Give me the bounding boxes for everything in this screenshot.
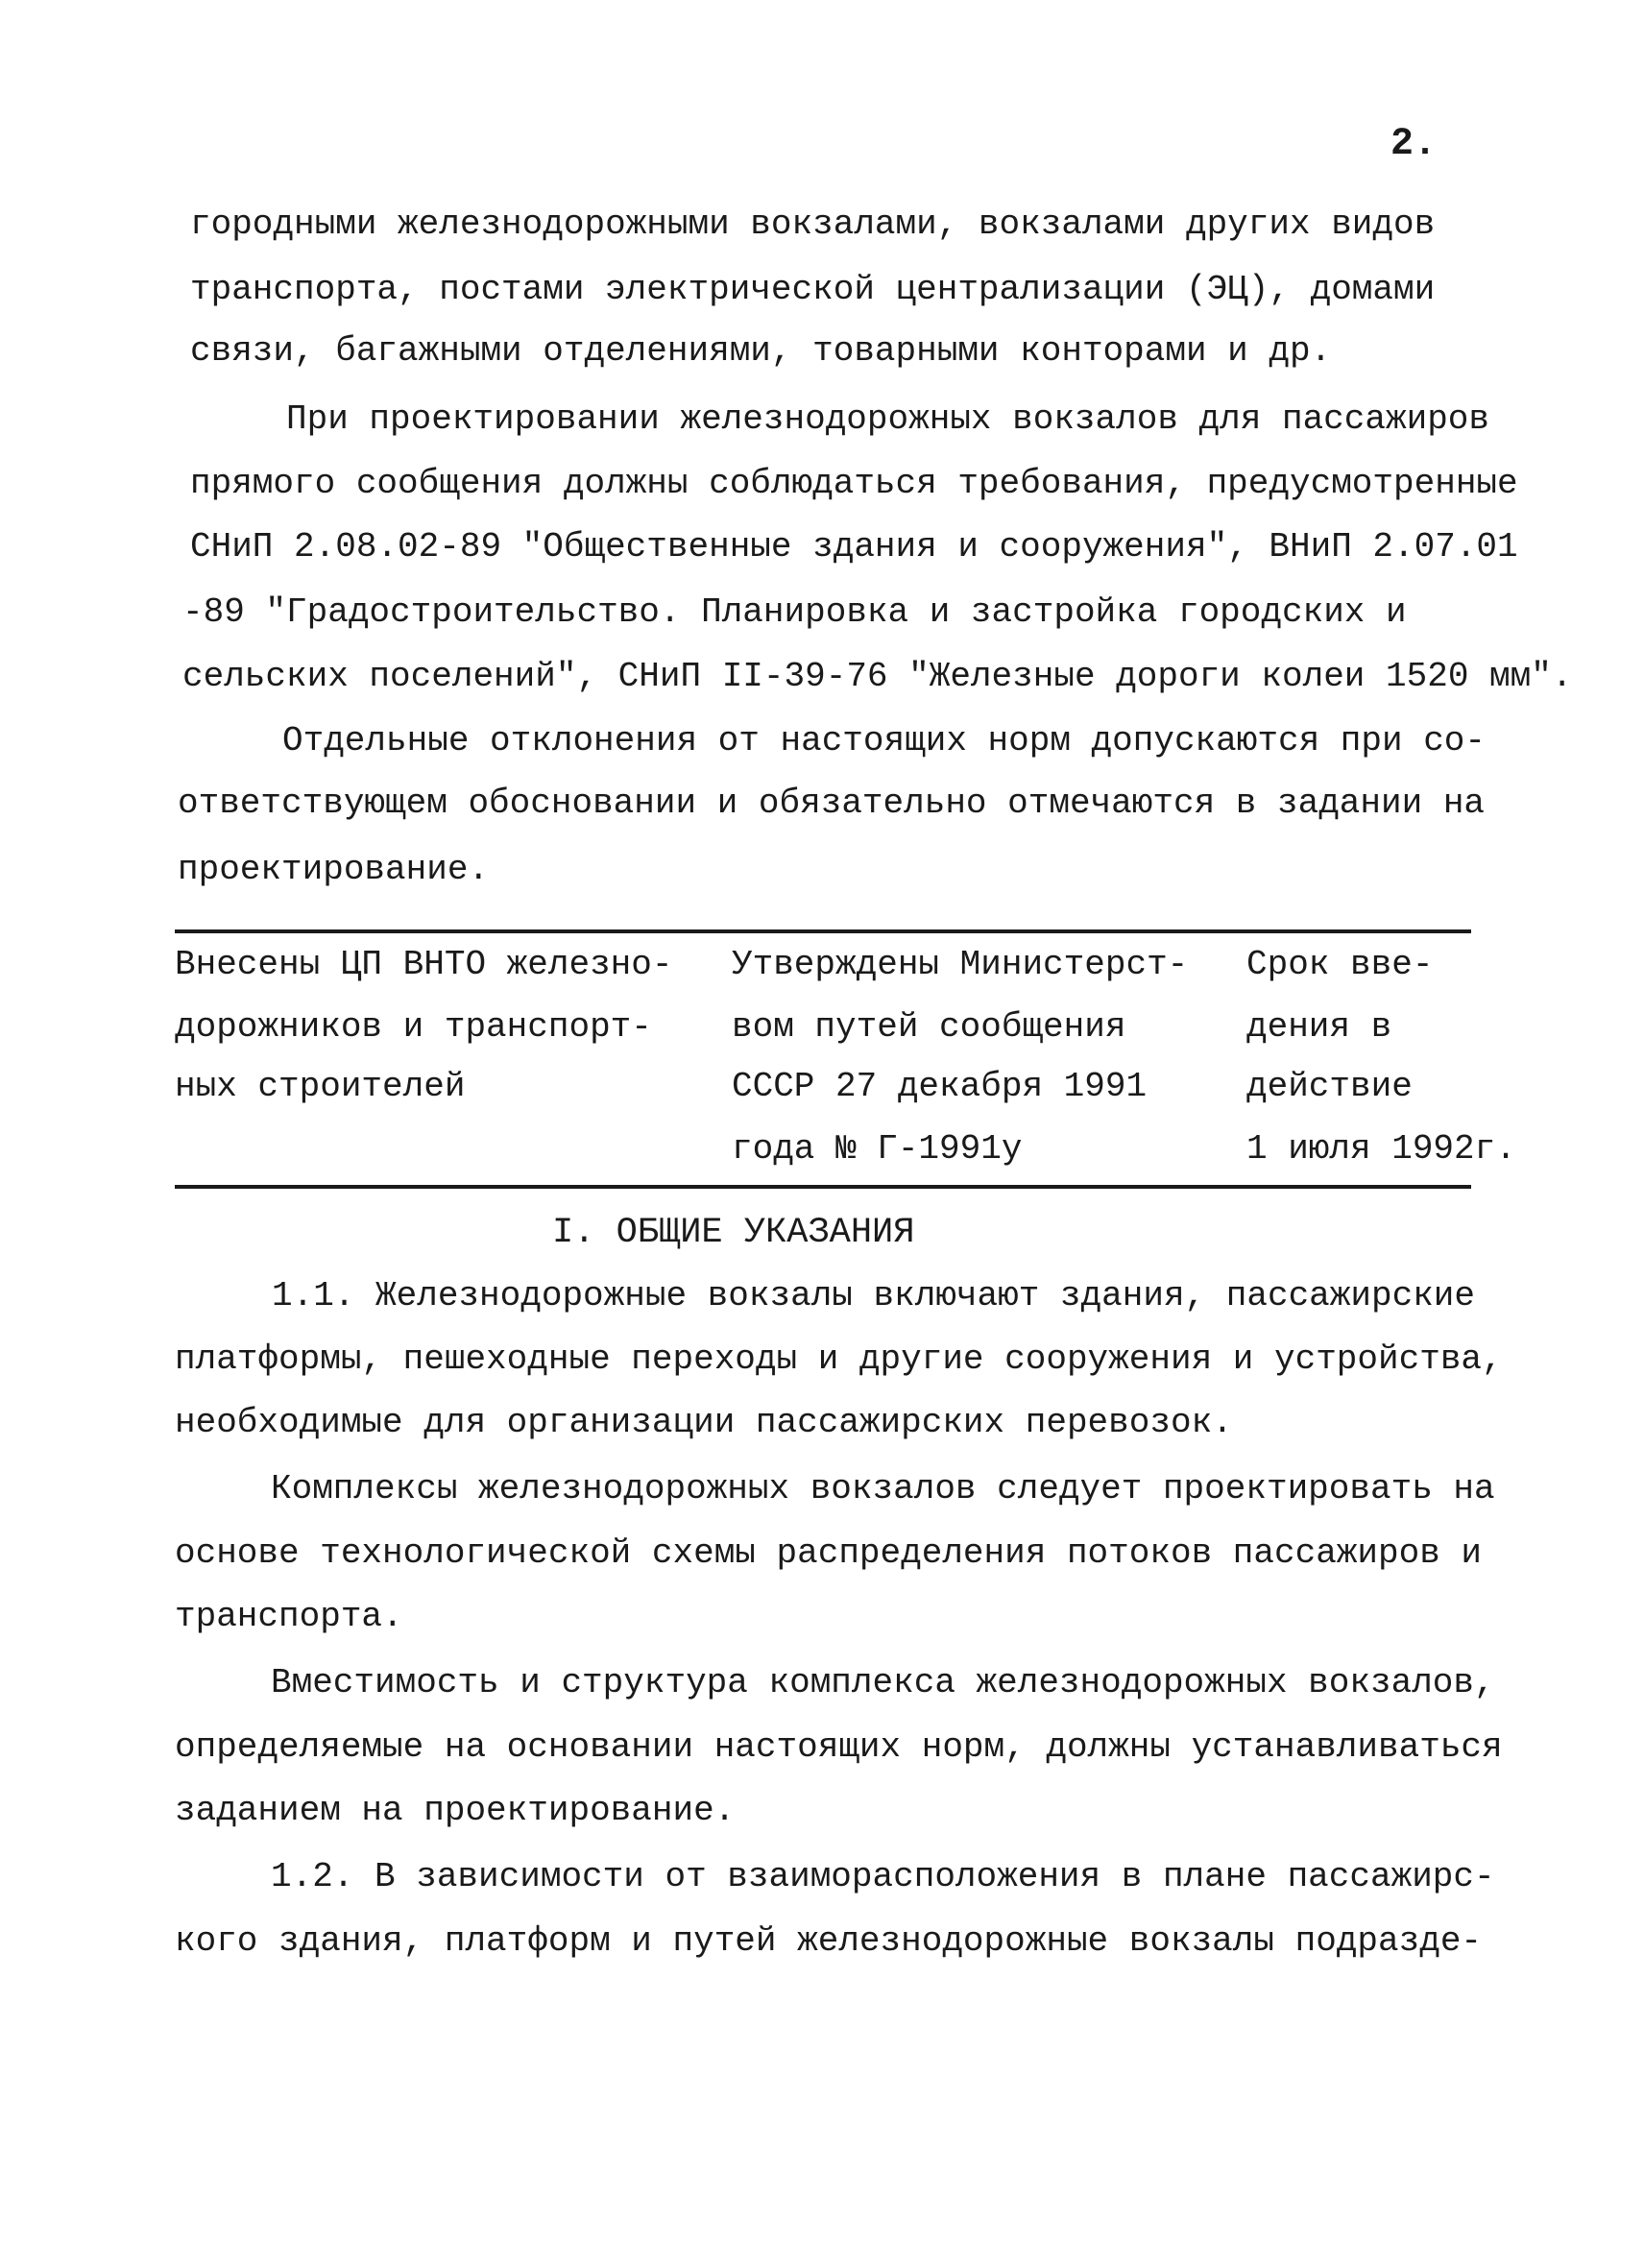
- text-line: основе технологической схемы распределения потоков пассажиров и: [175, 1533, 1483, 1573]
- text-line: кого здания, платформ и путей железнодорожные вокзалы подразде-: [175, 1921, 1483, 1961]
- text-line: транспорта.: [175, 1597, 403, 1636]
- effective-date-line: Срок вве-: [1246, 945, 1434, 984]
- effective-date-line: действие: [1246, 1067, 1413, 1106]
- text-line: -89 "Градостроительство. Планировка и застройка городских и: [182, 592, 1407, 632]
- table-bottom-rule: [175, 1185, 1471, 1189]
- text-line: ответствующем обосновании и обязательно отмечаются в задании на: [178, 784, 1486, 823]
- page-number: 2.: [1390, 123, 1438, 166]
- text-line: определяемые на основании настоящих норм, должны устанавливаться: [175, 1727, 1503, 1767]
- section-title: I. ОБЩИЕ УКАЗАНИЯ: [552, 1213, 915, 1253]
- text-line: При проектировании железнодорожных вокзалов для пассажиров: [286, 399, 1490, 439]
- approved-by-line: вом путей сообщения: [732, 1007, 1126, 1047]
- text-line: прямого сообщения должны соблюдаться требования, предусмотренные: [190, 464, 1518, 503]
- text-line: городными железнодорожными вокзалами, вокзалами других видов: [190, 205, 1436, 244]
- introduced-by-line: дорожников и транспорт-: [175, 1007, 652, 1047]
- text-line: Отдельные отклонения от настоящих норм допускаются при со-: [282, 721, 1487, 760]
- text-line: связи, багажными отделениями, товарными конторами и др.: [190, 331, 1332, 371]
- text-line: проектирование.: [178, 850, 490, 889]
- text-line: сельских поселений", СНиП II-39-76 "Железные дороги колеи 1520 мм".: [182, 657, 1573, 696]
- approved-by-line: Утверждены Министерст-: [732, 945, 1189, 984]
- text-line: 1.2. В зависимости от взаиморасположения в плане пассажирс-: [271, 1857, 1495, 1896]
- text-line: платформы, пешеходные переходы и другие сооружения и устройства,: [175, 1339, 1503, 1379]
- text-line: необходимые для организации пассажирских перевозок.: [175, 1403, 1233, 1442]
- effective-date-line: 1 июля 1992г.: [1246, 1129, 1516, 1169]
- introduced-by-line: ных строителей: [175, 1067, 466, 1106]
- text-line: транспорта, постами электрической централизации (ЭЦ), домами: [190, 270, 1436, 309]
- text-line: заданием на проектирование.: [175, 1791, 736, 1830]
- text-line: Комплексы железнодорожных вокзалов следует проектировать на: [271, 1469, 1495, 1508]
- table-top-rule: [175, 929, 1471, 933]
- text-line: Вместимость и структура комплекса железнодорожных вокзалов,: [271, 1663, 1495, 1702]
- text-line: СНиП 2.08.02-89 "Общественные здания и сооружения", ВНиП 2.07.01: [190, 527, 1518, 567]
- approved-by-line: года № Г-1991у: [732, 1129, 1023, 1169]
- approved-by-line: СССР 27 декабря 1991: [732, 1067, 1148, 1106]
- introduced-by-line: Внесены ЦП ВНТО железно-: [175, 945, 673, 984]
- text-line: 1.1. Железнодорожные вокзалы включают здания, пассажирские: [272, 1276, 1476, 1315]
- effective-date-line: дения в: [1246, 1007, 1392, 1047]
